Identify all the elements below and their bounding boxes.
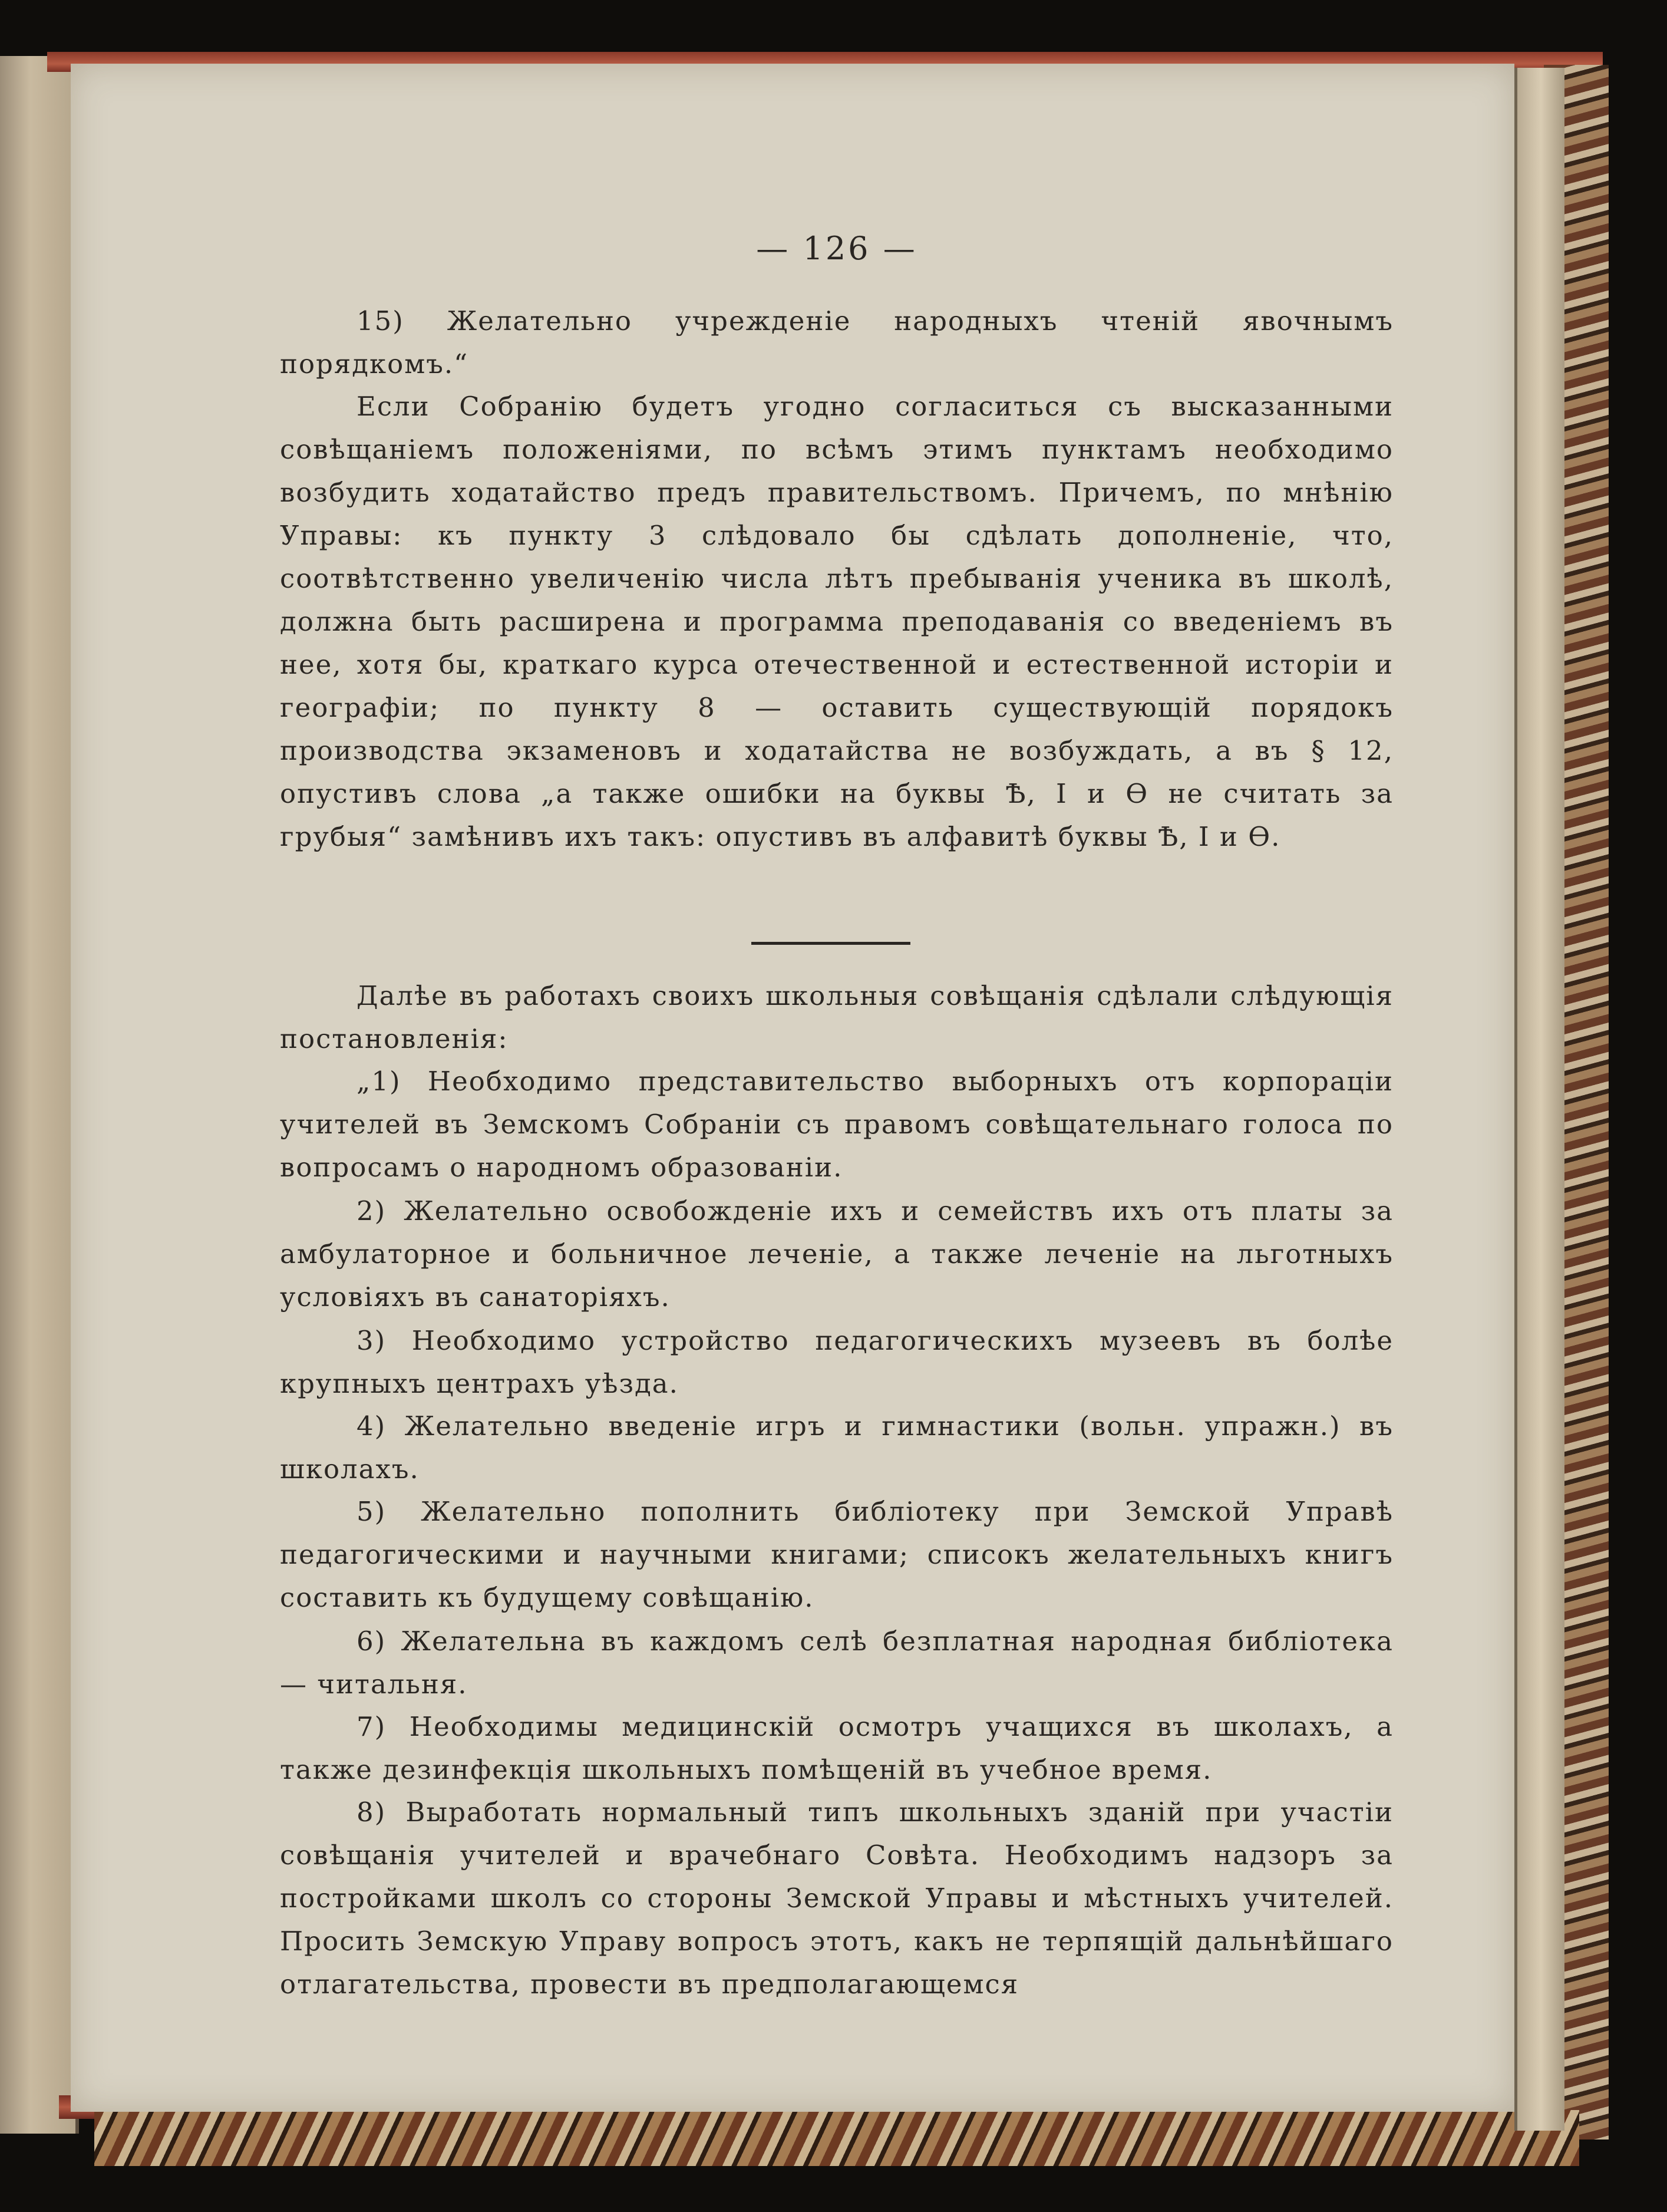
paragraph-intro-resolutions: Далѣе въ работахъ своихъ школьныя совѣщанія сдѣлали слѣдующія постановленія: <box>280 980 1394 1054</box>
resolution-item-2: 2) Желательно освобожденіе ихъ и семействъ ихъ отъ платы за амбулаторное и больничное леченіе, а также леченіе на льготныхъ условіяхъ въ санаторіяхъ. <box>280 1195 1394 1313</box>
section-divider <box>751 942 910 945</box>
resolution-item-6: 6) Желательна въ каждомъ селѣ безплатная народная библіотека — читальня. <box>280 1626 1394 1700</box>
paragraph-upravy-opinion: Если Собранію будетъ угодно согласиться съ высказанными совѣщаніемъ положеніями, по всѣмъ этимъ пунктамъ необходимо возбудить ходатайство предъ правительствомъ. Причемъ, по мнѣнію Управы: къ пункту 3 слѣдовало бы сдѣлать дополненіе, что, соотвѣтственно увеличенію числа лѣтъ пребыванія ученика въ школѣ, должна быть расширена и программа преподаванія со введеніемъ въ нее, хотя бы, краткаго курса отечественной и естественной исторіи и географіи; по пункту 8 — оставить существующій порядокъ производства экзаменовъ и ходатайства не возбуждать, а въ § 12, опустивъ слова „а также ошибки на буквы Ѣ, I и Ѳ не считать за грубыя“ замѣнивъ ихъ такъ: опустивъ въ алфавитѣ буквы Ѣ, I и Ѳ. <box>280 391 1394 852</box>
resolution-item-5: 5) Желательно пополнить библіотеку при Земской Управѣ педагогическими и научными книгами; списокъ желательныхъ книгъ составить къ будущему совѣщанію. <box>280 1496 1394 1613</box>
book-page <box>71 64 1514 2112</box>
page-number: — 126 — <box>756 230 917 267</box>
resolution-item-8: 8) Выработать нормальный типъ школьныхъ зданій при участіи совѣщанія учителей и врачебнаго Совѣта. Необходимъ надзоръ за постройками школъ со стороны Земской Управы и мѣстныхъ учителей. Просить Земскую Управу вопросъ этотъ, какъ не терпящій дальнѣйшаго отлагательства, провести въ предполагающемся <box>280 1796 1394 2000</box>
right-page-block <box>1514 68 1564 2131</box>
paragraph-item-15: 15) Желательно учрежденіе народныхъ чтеній явочнымъ порядкомъ.“ <box>280 305 1394 380</box>
left-page-edge <box>0 56 79 2134</box>
resolution-item-7: 7) Необходимы медицинскій осмотръ учащихся въ школахъ, а также дезинфекція школьныхъ помѣщеній въ учебное время. <box>280 1711 1394 1785</box>
resolution-item-4: 4) Желательно введеніе игръ и гимнастики (вольн. упражн.) въ школахъ. <box>280 1410 1394 1485</box>
resolution-item-3: 3) Необходимо устройство педагогическихъ музеевъ въ болѣе крупныхъ центрахъ уѣзда. <box>280 1325 1394 1399</box>
marbled-page-edge-bottom <box>94 2110 1579 2166</box>
resolution-item-1: „1) Необходимо представительство выборныхъ отъ корпораціи учителей въ Земскомъ Собраніи съ правомъ совѣщательнаго голоса по вопросамъ о народномъ образованіи. <box>280 1066 1394 1183</box>
